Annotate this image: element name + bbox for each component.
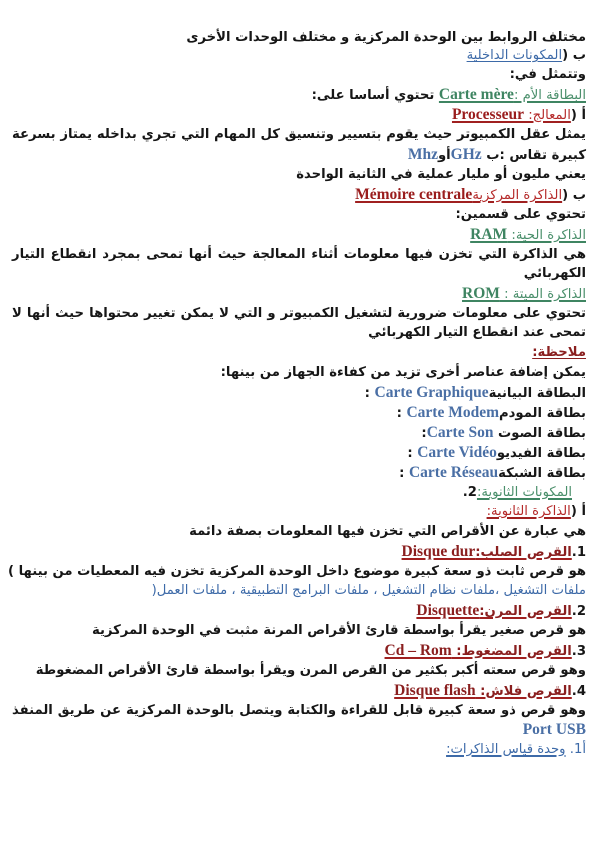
- unit-ghz: GHz: [450, 146, 482, 163]
- item-label-fr: Carte Graphique: [374, 384, 489, 401]
- ram-desc-line2: الكهربائي: [523, 266, 586, 281]
- secondary-heading-text: المكونات الثانوية:: [476, 485, 572, 500]
- secondary-memory-label: الذاكرة الثانوية:: [486, 504, 571, 519]
- disk-number: 2.: [571, 604, 586, 619]
- item-label-ar: بطاقة الشبكة: [498, 466, 586, 481]
- processor-desc-line2: [408, 146, 586, 165]
- processor-heading: [452, 106, 586, 125]
- usb-port-line: [523, 721, 586, 740]
- disk-number: 1.: [571, 545, 586, 560]
- ram-label-ar: الذاكرة الحية:: [507, 228, 586, 243]
- disk-label-ar: القرص المضغوط:: [451, 644, 572, 659]
- page-title: مختلف الروابط بين الوحدة المركزية و مختلف الوحدات الأخرى: [186, 30, 586, 45]
- item-suffix: :: [421, 426, 427, 441]
- memory-units-number: 1.: [565, 742, 583, 757]
- memory-units-heading: [446, 741, 586, 759]
- disk-number: 4.: [571, 684, 586, 699]
- note-heading: ملاحظة:: [532, 345, 586, 360]
- floppy-disk-heading: [416, 602, 586, 621]
- processor-label-fr: Processeur: [451, 106, 524, 123]
- item-suffix: :: [399, 466, 409, 481]
- item-label-fr: Carte Son: [426, 424, 494, 441]
- processor-label-ar: المعالج:: [524, 108, 571, 123]
- ram-label-fr: RAM: [470, 226, 508, 243]
- item-label-ar: بطاقة المودم: [499, 406, 586, 421]
- item-label-ar: بطاقة الصوت: [493, 426, 586, 441]
- cdrom-desc: وهو قرص سعته أكبر بكثير من القرص المرن ويقرأ بواسطة قارئ الأقراص المضغوطة: [35, 663, 586, 678]
- hard-disk-desc: هو قرص ثابت ذو سعة كبيرة موضوع داخل الوحدة المركزية تخزن فيه المعطيات من بينها ): [7, 564, 586, 579]
- disk-label-ar: القرص الصلب:: [475, 545, 572, 560]
- disk-label-fr: Cd – Rom: [384, 642, 452, 659]
- rom-desc-line1: تحتوي على معلومات ضرورية لتشغيل الكمبيوتر و التي لا يمكن تغيير محتواها حيث أنها لا: [12, 306, 586, 321]
- note-item-modem-card: [397, 404, 586, 423]
- section-marker: ب (: [562, 48, 586, 63]
- note-item-network-card: [399, 464, 586, 483]
- central-memory-intro: تحتوي على قسمين:: [455, 207, 586, 222]
- ram-desc-line1: هي الذاكرة التي تخزن فيها معلومات أثناء المعالجة حيث أنها تمحى بمجرد انقطاع التيار: [12, 247, 586, 262]
- note-item-sound-card: [421, 424, 586, 443]
- rom-desc-line2: تمحى عند انقطاع التيار الكهربائي: [368, 325, 586, 340]
- memory-units-marker: أ: [582, 742, 586, 757]
- note-item-graphics-card: [365, 384, 586, 403]
- processor-desc-line1: يمثل عقل الكمبيوتر حيث يقوم بتسيير وتنسيق كل المهام التي تجري بداخله يمتاز بسرعة: [12, 127, 586, 142]
- processor-marker: أ (: [570, 108, 586, 123]
- disk-label-fr: Disquette: [416, 602, 480, 619]
- central-memory-label-fr: Mémoire centrale: [355, 186, 473, 203]
- item-label-fr: Carte Vidéo: [417, 444, 497, 461]
- secondary-number: 2.: [462, 485, 477, 500]
- processor-desc-line3: يعني مليون أو مليار عملية في الثانية الواحدة: [296, 167, 586, 182]
- disk-label-ar: القرص المرن:: [479, 604, 572, 619]
- or-word: أو: [437, 148, 451, 163]
- rom-label-ar: الذاكرة الميتة :: [499, 287, 586, 302]
- disk-label-fr: Disque flash: [394, 682, 476, 699]
- floppy-disk-desc: هو قرص صغير يقرأ بواسطة قارئ الأقراص المرنة مثبت في الوحدة المركزية: [91, 623, 586, 638]
- rom-label-fr: ROM: [462, 285, 500, 302]
- ram-heading: [470, 226, 586, 245]
- disk-number: 3.: [571, 644, 586, 659]
- cdrom-heading: [385, 642, 586, 661]
- usb-port-label: Port USB: [522, 721, 586, 738]
- internal-components-heading: المكونات الداخلية: [466, 48, 563, 63]
- central-memory-marker: ب (: [562, 188, 586, 203]
- item-label-ar: البطاقة البيانية: [488, 386, 586, 401]
- rom-heading: [462, 285, 586, 304]
- item-suffix: :: [396, 406, 407, 421]
- motherboard-line: [312, 86, 586, 105]
- hard-disk-heading: [402, 543, 586, 562]
- section-internal-components: [467, 47, 586, 65]
- processor-measure-text: كبيرة تقاس :ب: [481, 148, 586, 163]
- secondary-memory-marker: أ (: [570, 504, 586, 519]
- secondary-components-heading: [463, 484, 572, 502]
- central-memory-label-ar: الذاكرة المركزية: [472, 188, 563, 203]
- central-memory-heading: [355, 186, 586, 205]
- unit-mhz: Mhz: [407, 146, 438, 163]
- flash-disk-desc: وهو قرص ذو سعة كبيرة قابل للقراءة والكتابة ويتصل بالوحدة المركزية عن طريق المنفذ: [12, 703, 586, 718]
- item-label-fr: Carte Modem: [406, 404, 499, 421]
- disk-label-ar: القرص فلاش:: [475, 684, 572, 699]
- hard-disk-files: ملفات التشغيل ،ملفات نظام التشغيل ، ملفات البرامج التطبيقية ، ملفات العمل(: [151, 583, 586, 598]
- item-label-ar: بطاقة الفيديو: [496, 446, 586, 461]
- motherboard-text: تحتوي أساسا على:: [311, 88, 435, 103]
- disk-label-fr: Disque dur: [401, 543, 476, 560]
- note-item-video-card: [407, 444, 586, 463]
- motherboard-label-fr: Carte mère: [438, 86, 514, 103]
- motherboard-label-ar: البطاقة الأم :: [513, 88, 586, 103]
- components-intro: وتتمثل في:: [509, 67, 586, 82]
- item-suffix: :: [364, 386, 375, 401]
- item-suffix: :: [407, 446, 418, 461]
- item-label-fr: Carte Réseau: [408, 464, 499, 481]
- secondary-memory-heading: [487, 503, 586, 521]
- note-intro: يمكن إضافة عناصر أخرى تزيد من كفاءة الجهاز من بينها:: [220, 365, 586, 380]
- secondary-memory-desc: هي عبارة عن الأقراص التي تخزن فيها المعلومات بصفة دائمة: [189, 524, 586, 539]
- memory-units-text: وحدة قياس الذاكرات:: [446, 742, 566, 757]
- flash-disk-heading: [394, 682, 586, 701]
